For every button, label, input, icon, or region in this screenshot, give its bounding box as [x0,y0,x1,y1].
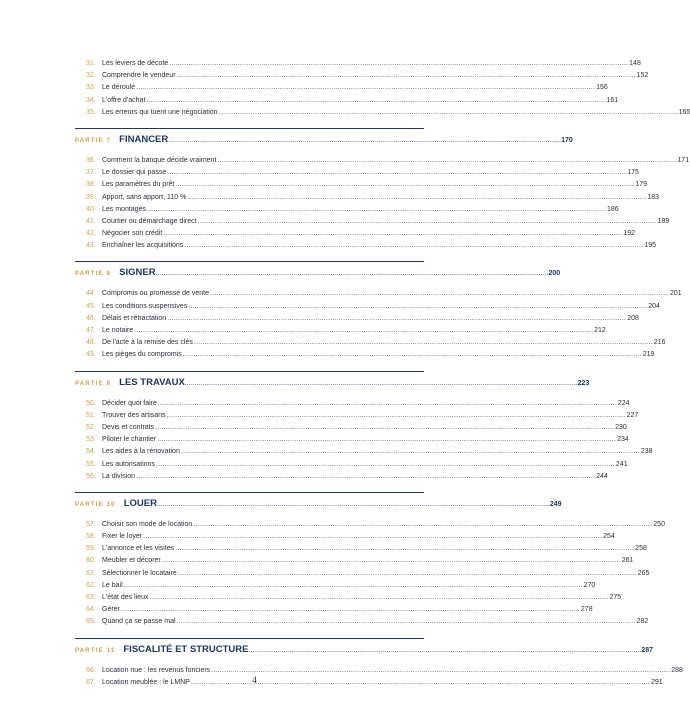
chapter-number: 57. [86,520,96,528]
part-row[interactable] [75,129,573,151]
part-row[interactable] [75,262,561,284]
page-number: 4 [252,675,257,685]
chapter-page-number: 230 [615,423,627,431]
toc-entry[interactable] [75,313,639,325]
chapter-page-number: 258 [635,545,647,553]
chapter-number: 61. [86,569,96,577]
dot-leader [134,325,593,337]
toc-entry[interactable] [75,568,650,580]
chapter-page-number: 171 [677,156,690,164]
chapter-page-number: 148 [629,60,641,67]
chapter-title: Gérer [102,606,120,614]
toc-entry[interactable] [75,531,615,543]
chapter-page-number: 275 [609,594,622,601]
chapter-page-number: 179 [635,181,648,189]
chapter-number: 41. [86,217,96,225]
chapter-page-number: 278 [580,606,593,614]
toc-entry[interactable] [75,192,659,204]
chapter-title: Les conditions suspensives [102,302,188,310]
chapter-number: 37. [86,169,96,177]
chapter-title: Sélectionner le locataire [102,569,177,577]
dot-leader [167,410,626,422]
chapter-number: 56. [86,472,96,480]
part-label: PARTIE 10 [75,501,116,508]
dot-leader [183,349,642,361]
chapter-title: Trouver des artisans [102,411,166,419]
chapter-title: Apport, sans apport, 110 % [102,193,187,201]
chapter-page-number: 161 [606,96,619,104]
dot-leader [175,179,634,191]
chapter-title: Le dossier qui passe [102,169,167,177]
toc-entry[interactable] [75,107,690,119]
dot-leader [121,604,580,616]
dot-leader [156,263,549,285]
chapter-title: Piloter le chantier [102,436,157,444]
chapter-title: Quand ça se passe mal [102,618,176,626]
chapter-page-number: 201 [670,290,682,298]
part-page-number: 223 [577,379,590,387]
chapter-page-number: 265 [637,569,650,577]
dot-leader [177,70,636,82]
chapter-page-number: 186 [606,205,619,213]
part-heading[interactable] [75,128,573,151]
chapter-number: 52. [86,423,96,431]
toc-entry[interactable] [75,216,670,228]
toc-entry[interactable] [75,337,666,349]
chapter-title: Comment la banque décide vraiment [102,156,217,164]
dot-leader [177,616,636,628]
chapter-title: La division [102,472,136,480]
toc-entry[interactable] [75,592,622,604]
table-of-contents [75,58,690,689]
dot-leader [162,555,621,567]
dot-leader [156,459,615,471]
chapter-page-number: 254 [603,533,615,541]
chapter-title: Décider quoi faire [102,399,157,407]
chapter-page-number: 156 [596,84,608,92]
part-label: PARTIE 9 [75,380,112,387]
chapter-title: Les autorisations [102,460,155,468]
part-title: SIGNER [119,267,156,279]
chapter-page-number: 219 [642,351,655,359]
toc-entry[interactable] [75,155,690,167]
chapter-page-number: 175 [627,169,639,177]
dot-leader [184,240,643,252]
chapter-page-number: 234 [617,436,629,444]
part-label: PARTIE 8 [75,271,112,278]
toc-entry[interactable] [75,459,628,471]
chapter-number: 43. [86,242,96,250]
part-title: FINANCER [119,133,169,145]
toc-entry[interactable] [75,398,630,410]
dot-leader [210,288,669,300]
chapter-page-number: 208 [627,314,639,322]
part-title: LES TRAVAUX [119,376,185,388]
toc-entry[interactable] [75,446,653,458]
chapter-page-number: 183 [647,193,659,201]
chapter-number: 67. [86,678,96,686]
part-page-number: 287 [641,646,654,654]
toc-entry[interactable] [75,240,657,252]
chapter-title: Le bail [102,581,123,589]
chapter-page-number: 270 [583,581,596,589]
chapter-page-number: 282 [636,618,649,626]
dot-leader [168,130,561,152]
chapter-number: 45. [86,302,96,310]
part-heading[interactable] [75,492,562,515]
chapter-page-number: 224 [617,399,630,407]
chapter-page-number: 165 [678,108,690,116]
chapter-number: 47. [86,327,96,334]
toc-entry[interactable] [75,228,635,240]
dot-leader [149,592,608,604]
chapter-number: 36. [86,156,96,164]
chapter-title: Compromis ou promesse de vente [102,290,209,298]
chapter-title: Les pièges du compromis [102,351,182,359]
dot-leader [181,446,640,458]
toc-entry[interactable] [75,519,665,531]
dot-leader [143,531,602,543]
toc-entry[interactable] [75,422,627,434]
chapter-title: Location meublée : le LMNP [102,678,190,686]
chapter-number: 34. [86,96,96,104]
chapter-number: 55. [86,460,96,468]
chapter-page-number: 291 [650,678,663,686]
chapter-number: 66. [86,666,96,674]
dot-leader [146,95,605,107]
toc-entry[interactable] [75,555,634,567]
chapter-title: Meubler et décorer [102,557,161,565]
dot-leader [147,204,606,216]
dot-leader [167,167,626,179]
chapter-title: Devis et contrats [102,423,155,431]
dot-leader [157,434,616,446]
dot-leader [167,313,626,325]
part-row[interactable] [75,639,654,661]
chapter-number: 62. [86,581,96,589]
chapter-title: Enchaîner les acquisitions [102,242,184,250]
chapter-number: 64. [86,606,96,614]
dot-leader [158,398,617,410]
dot-leader [187,192,646,204]
dot-leader [157,494,550,516]
dot-leader [155,422,614,434]
chapter-page-number: 261 [621,557,634,565]
dot-leader [193,519,652,531]
chapter-title: L'offre d'achat [102,96,146,104]
toc-entry[interactable] [75,95,619,107]
chapter-page-number: 152 [636,72,649,80]
chapter-title: L'annonce et les visites [102,545,175,553]
chapter-number: 53. [86,436,96,444]
chapter-number: 50. [86,399,96,407]
toc-entry[interactable] [75,471,608,483]
chapter-title: Les montages [102,205,146,213]
part-page-number: 249 [549,500,562,508]
toc-entry[interactable] [75,543,647,555]
toc-entry[interactable] [75,616,649,628]
chapter-title: Négocier son crédit [102,230,163,238]
toc-entry[interactable] [75,58,641,70]
chapter-page-number: 241 [615,460,628,468]
chapter-number: 31. [86,60,96,67]
chapter-number: 65. [86,618,96,626]
dot-leader [248,640,641,662]
chapter-number: 48. [86,339,96,347]
toc-entry[interactable] [75,349,655,361]
dot-leader [124,580,583,592]
part-label: PARTIE 11 [75,647,116,654]
chapter-number: 60. [86,557,96,565]
dot-leader [136,471,595,483]
chapter-number: 46. [86,314,96,322]
dot-leader [163,228,622,240]
chapter-number: 54. [86,448,96,456]
dot-leader [169,58,628,70]
chapter-number: 40. [86,205,96,213]
chapter-number: 44. [86,290,96,298]
toc-entry[interactable] [75,82,608,94]
toc-entry[interactable] [75,179,648,191]
chapter-title: Comprendre le vendeur [102,72,176,80]
chapter-number: 51. [86,411,96,419]
toc-entry[interactable] [75,288,682,300]
dot-leader [178,568,637,580]
chapter-page-number: 288 [671,666,683,674]
chapter-number: 63. [86,594,96,601]
dot-leader [175,543,634,555]
toc-entry[interactable] [75,434,629,446]
chapter-title: Les paramètres du prêt [102,181,175,189]
dot-leader [198,216,657,228]
chapter-number: 33. [86,84,96,92]
toc-entry[interactable] [75,325,606,337]
part-page-number: 200 [548,270,561,278]
part-title: FISCALITÉ ET STRUCTURE [123,643,249,655]
chapter-page-number: 195 [644,242,657,250]
chapter-number: 59. [86,545,96,553]
toc-entry[interactable] [75,204,619,216]
chapter-title: Courtier ou démarchage direct [102,217,197,225]
chapter-title: Les erreurs qui tuent une négociation [102,108,218,116]
part-row[interactable] [75,372,590,394]
dot-leader [217,155,676,167]
chapter-title: Le notaire [102,327,134,334]
toc-entry[interactable] [75,580,596,592]
part-heading[interactable] [75,261,561,284]
chapter-page-number: 238 [640,448,653,456]
chapter-number: 32. [86,72,96,80]
chapter-number: 42. [86,230,96,238]
part-page-number: 170 [561,136,573,144]
toc-entry[interactable] [75,604,593,616]
toc-entry[interactable] [75,410,639,422]
part-label: PARTIE 7 [75,137,112,144]
dot-leader [194,337,653,349]
chapter-page-number: 192 [623,230,635,238]
part-title: LOUER [123,497,157,509]
part-heading[interactable] [75,638,654,661]
chapter-page-number: 244 [596,472,608,480]
dot-leader [185,373,578,395]
dot-leader [219,107,678,119]
chapter-page-number: 227 [626,411,639,419]
chapter-title: Les aides à la rénovation [102,448,180,456]
chapter-title: L'état des lieux [102,594,149,601]
toc-entry[interactable] [75,301,660,313]
chapter-number: 38. [86,181,96,189]
chapter-title: Délais et rétractation [102,314,167,322]
chapter-title: Fixer le loyer [102,533,143,541]
chapter-number: 35. [86,108,96,116]
chapter-page-number: 250 [653,520,665,528]
chapter-number: 39. [86,193,96,201]
chapter-page-number: 216 [653,339,666,347]
chapter-number: 49. [86,351,96,359]
chapter-title: Location nue : les revenus fonciers [102,666,211,674]
toc-entry[interactable] [75,70,649,82]
chapter-title: Le déroulé [102,84,136,92]
dot-leader [136,82,595,94]
part-row[interactable] [75,493,562,515]
chapter-title: De l'acte à la remise des clés [102,339,193,347]
toc-entry[interactable] [75,167,639,179]
chapter-number: 58. [86,533,96,541]
chapter-title: Les leviers de décote [102,60,169,67]
chapter-title: Choisir son mode de location [102,520,193,528]
chapter-page-number: 212 [594,327,606,334]
chapter-page-number: 189 [657,217,670,225]
dot-leader [188,301,647,313]
part-heading[interactable] [75,371,590,394]
chapter-page-number: 204 [648,302,660,310]
